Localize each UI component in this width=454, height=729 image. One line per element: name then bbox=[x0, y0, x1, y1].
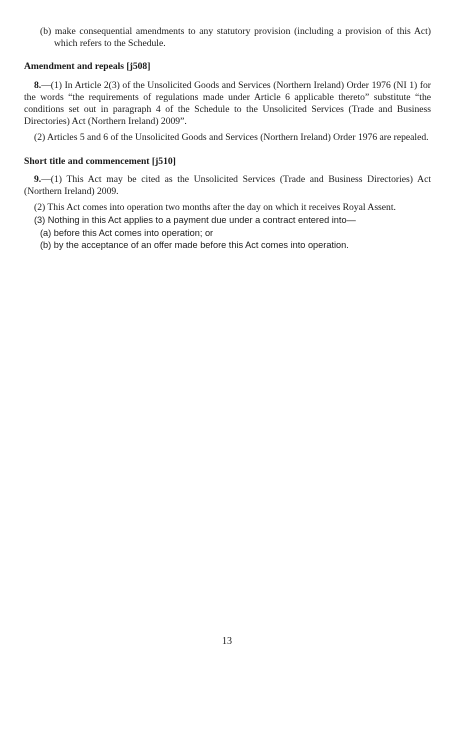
section-8-subsection-1-text: —(1) In Article 2(3) of the Unsolicited Goods and Services (Northern Ireland) Order 1976 (NI 1) for the words “the requirements of regulations made under Article 6 applicable thereto” substitute “the conditions set out in paragraph 4 of the Schedule to the Unsolicited Services (Trade and Business Directories) Act (Northern Ireland) 2009”. bbox=[24, 79, 431, 128]
section-8-number: 8. bbox=[34, 79, 42, 91]
paragraph-b-label: (b) bbox=[40, 26, 52, 37]
section-9-subsection-1 bbox=[24, 174, 431, 198]
section-9-subsection-3: (3) Nothing in this Act applies to a payment due under a contract entered into— bbox=[34, 215, 356, 226]
section-9-subsection-2: (2) This Act comes into operation two months after the day on which it receives Royal Assent. bbox=[34, 202, 396, 214]
section-9-subsection-1-text: —(1) This Act may be cited as the Unsolicited Services (Trade and Business Directories) Act (Northern Ireland) 2009. bbox=[24, 173, 431, 198]
section-9-number: 9. bbox=[34, 173, 42, 185]
paragraph-b bbox=[24, 26, 431, 50]
document-page bbox=[24, 26, 431, 251]
section-9-item-a: (a) before this Act comes into operation; or bbox=[40, 227, 214, 238]
section-8-subsection-2: (2) Articles 5 and 6 of the Unsolicited Goods and Services (Northern Ireland) Order 1976 are repealed. bbox=[34, 132, 429, 144]
paragraph-b-text: make consequential amendments to any statutory provision (including a provision of this Act) which refers to the Schedule. bbox=[54, 26, 432, 50]
page-number: 13 bbox=[222, 636, 232, 647]
section-9-item-b: (b) by the acceptance of an offer made before this Act comes into operation. bbox=[40, 239, 349, 250]
section-8-heading: Amendment and repeals [j508] bbox=[24, 61, 151, 73]
section-8-subsection-1 bbox=[24, 80, 431, 129]
section-9-heading: Short title and commencement [j510] bbox=[24, 155, 176, 167]
